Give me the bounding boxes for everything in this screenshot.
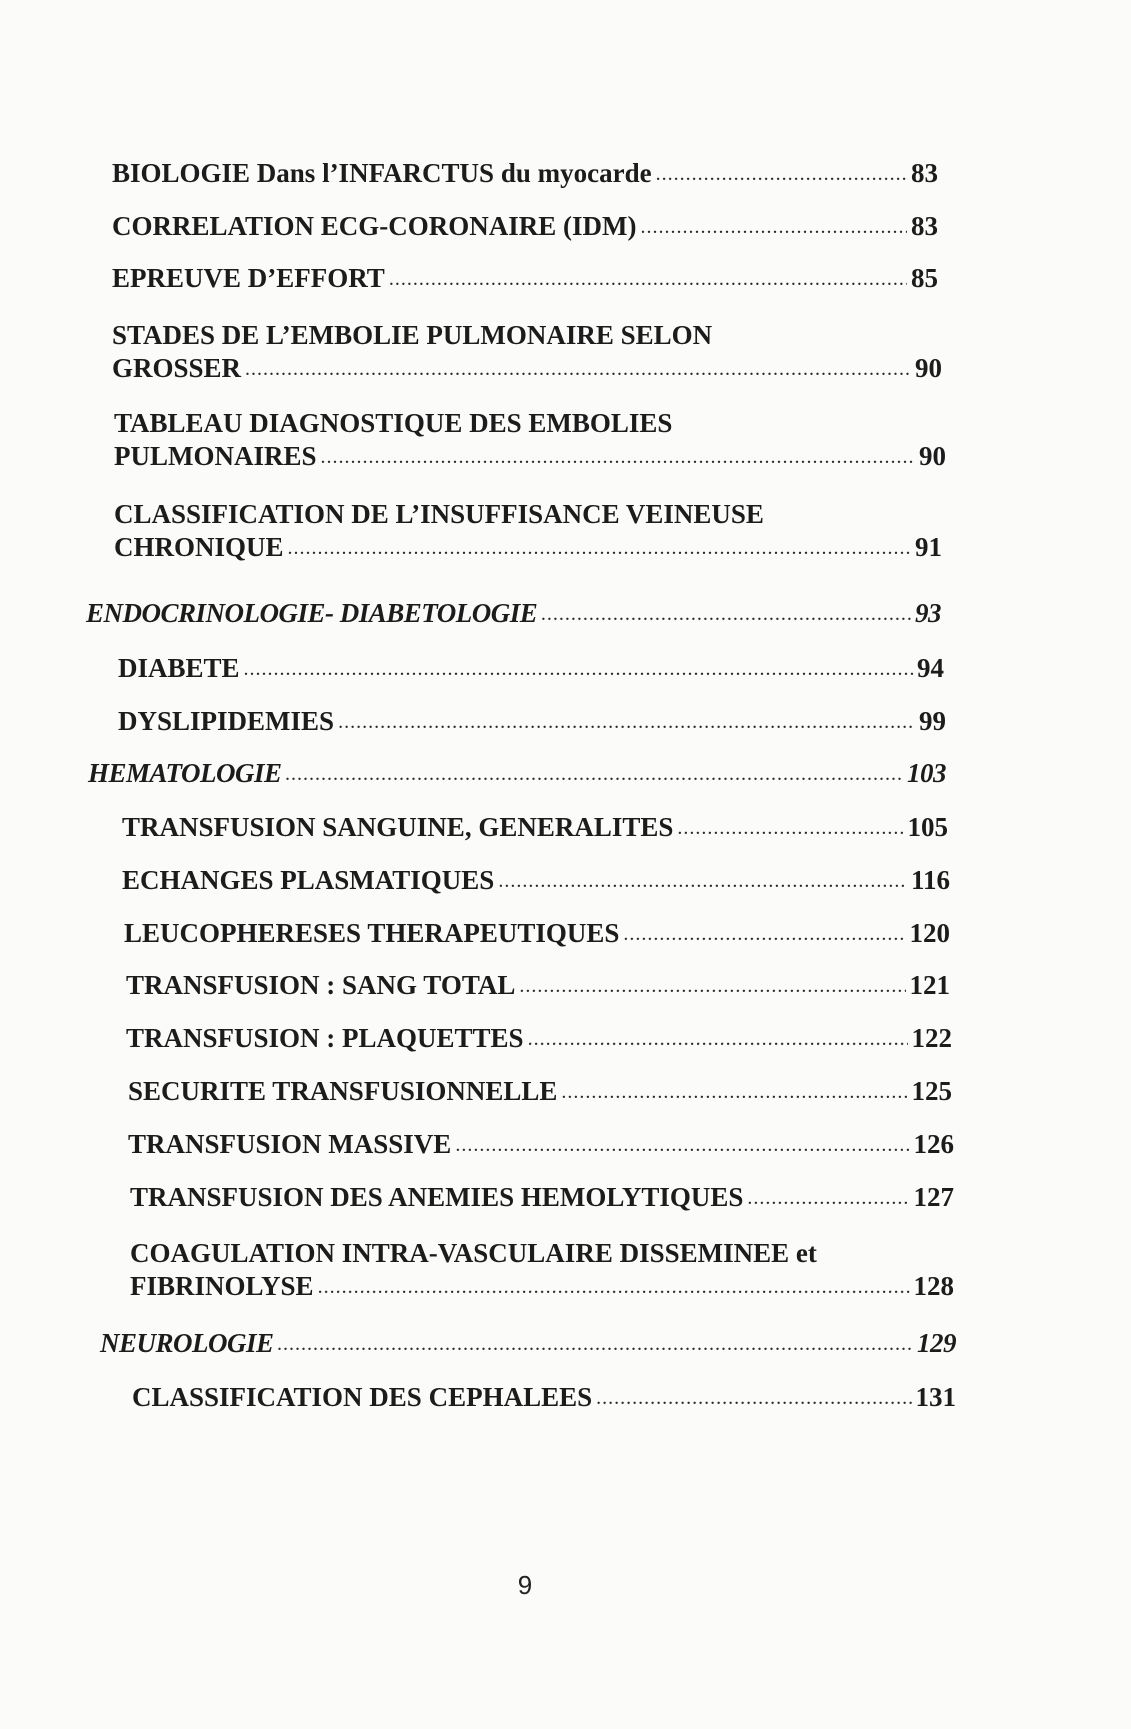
toc-entry-label: CHRONIQUE <box>114 532 284 562</box>
toc-entry-label: DIABETE <box>118 653 240 683</box>
toc-section-endocrinologie[interactable] <box>86 600 941 627</box>
toc-entry-label-line1: CLASSIFICATION DE L’INSUFFISANCE VEINEUSE <box>114 499 764 529</box>
toc-leader-dots <box>623 924 905 944</box>
toc-entry-label: DYSLIPIDEMIES <box>118 706 335 736</box>
toc-entry-page: 127 <box>913 1182 954 1212</box>
page-number: 9 <box>517 1570 533 1600</box>
toc-entry-insuffisance-veineuse[interactable] <box>114 501 942 561</box>
toc-entry-echanges-plasmatiques[interactable] <box>122 867 950 894</box>
toc-entry-page: 105 <box>907 812 948 842</box>
toc-entry-page: 125 <box>911 1076 952 1106</box>
toc-entry-diabete[interactable] <box>118 655 944 682</box>
toc-leader-dots <box>541 604 911 624</box>
toc-entry-page: 120 <box>909 918 950 948</box>
toc-section-hematologie[interactable] <box>88 760 946 787</box>
toc-leader-dots <box>389 269 907 289</box>
toc-entry-page: 91 <box>915 532 942 562</box>
toc-entry-label-line1: STADES DE L’EMBOLIE PULMONAIRE SELON <box>112 320 713 350</box>
toc-leader-dots <box>561 1082 907 1102</box>
toc-leader-dots <box>498 871 907 891</box>
toc-entry-leucophereses[interactable] <box>124 920 950 947</box>
toc-entry-label: TRANSFUSION : SANG TOTAL <box>126 970 516 1000</box>
toc-entry-transfusion-massive[interactable] <box>128 1131 954 1158</box>
toc-entry-embolies-pulmonaires[interactable] <box>114 410 946 470</box>
toc-entry-label: LEUCOPHERESES THERAPEUTIQUES <box>124 918 620 948</box>
toc-entry-label: TRANSFUSION : PLAQUETTES <box>126 1023 524 1053</box>
toc-entry-sang-total[interactable] <box>126 972 950 999</box>
toc-section-label: HEMATOLOGIE <box>88 758 282 788</box>
toc-entry-securite-transfusionnelle[interactable] <box>128 1078 952 1105</box>
toc-entry-page: 90 <box>919 441 946 471</box>
toc-entry-dyslipidemies[interactable] <box>118 708 946 735</box>
toc-entry-page: 128 <box>913 1271 954 1301</box>
toc-entry-label-line1: TABLEAU DIAGNOSTIQUE DES EMBOLIES <box>114 408 673 438</box>
toc-leader-dots <box>656 164 907 184</box>
toc-entry-transfusion-generalites[interactable] <box>122 814 948 841</box>
toc-leader-dots <box>278 1334 913 1354</box>
toc-section-page: 103 <box>907 758 946 788</box>
toc-entry-label: FIBRINOLYSE <box>130 1271 314 1301</box>
toc-entry-label: EPREUVE D’EFFORT <box>112 263 385 293</box>
toc-section-label: NEUROLOGIE <box>100 1328 274 1358</box>
toc-entry-page: 116 <box>910 865 950 895</box>
toc-entry-cephalees[interactable] <box>132 1384 956 1411</box>
toc-leader-dots <box>596 1388 911 1408</box>
toc-leader-dots <box>455 1135 909 1155</box>
toc-entry-page: 83 <box>911 158 938 188</box>
toc-entry-plaquettes[interactable] <box>126 1025 952 1052</box>
toc-section-page: 93 <box>915 598 941 628</box>
toc-entry-label: TRANSFUSION MASSIVE <box>128 1129 452 1159</box>
toc-leader-dots <box>519 976 905 996</box>
toc-entry-label: CLASSIFICATION DES CEPHALEES <box>132 1382 593 1412</box>
toc-entry-page: 121 <box>909 970 950 1000</box>
toc-entry-label: CORRELATION ECG-CORONAIRE (IDM) <box>112 211 637 241</box>
toc-entry-page: 90 <box>915 353 942 383</box>
toc-entry-page: 122 <box>911 1023 952 1053</box>
toc-section-neurologie[interactable] <box>100 1330 956 1357</box>
toc-leader-dots <box>677 818 903 838</box>
toc-entry-label: SECURITE TRANSFUSIONNELLE <box>128 1076 558 1106</box>
toc-entry-label: TRANSFUSION SANGUINE, GENERALITES <box>122 812 674 842</box>
toc-entry-label-line1: COAGULATION INTRA-VASCULAIRE DISSEMINEE et <box>130 1238 817 1268</box>
toc-leader-dots <box>338 712 915 732</box>
toc-leader-dots <box>288 538 911 558</box>
toc-entry-epreuve-effort[interactable] <box>112 265 938 292</box>
toc-entry-biologie-infarctus[interactable] <box>112 160 938 187</box>
toc-entry-page: 99 <box>919 706 946 736</box>
toc-leader-dots <box>641 217 907 237</box>
toc-entry-correlation-ecg[interactable] <box>112 213 938 240</box>
toc-entry-page: 126 <box>913 1129 954 1159</box>
toc-section-label: ENDOCRINOLOGIE- DIABETOLOGIE <box>86 598 538 628</box>
toc-entry-label: BIOLOGIE Dans l’INFARCTUS du myocarde <box>112 158 652 188</box>
toc-leader-dots <box>321 447 915 467</box>
toc-entry-page: 131 <box>915 1382 956 1412</box>
toc-entry-page: 85 <box>911 263 938 293</box>
toc-entry-anemies-hemolytiques[interactable] <box>130 1184 954 1211</box>
toc-leader-dots <box>245 359 911 379</box>
toc-leader-dots <box>747 1188 909 1208</box>
toc-entry-label: GROSSER <box>112 353 242 383</box>
toc-leader-dots <box>244 659 913 679</box>
toc-entry-label: ECHANGES PLASMATIQUES <box>122 865 495 895</box>
toc-leader-dots <box>286 764 903 784</box>
toc-entry-embolie-grosser[interactable] <box>112 322 942 382</box>
toc-entry-label: TRANSFUSION DES ANEMIES HEMOLYTIQUES <box>130 1182 744 1212</box>
toc-entry-page: 94 <box>917 653 944 683</box>
toc-leader-dots <box>318 1277 910 1297</box>
toc-entry-label: PULMONAIRES <box>114 441 317 471</box>
toc-entry-coagulation-fibrinolyse[interactable] <box>130 1240 954 1300</box>
toc-section-page: 129 <box>917 1328 956 1358</box>
toc-leader-dots <box>528 1029 908 1049</box>
toc-entry-page: 83 <box>911 211 938 241</box>
